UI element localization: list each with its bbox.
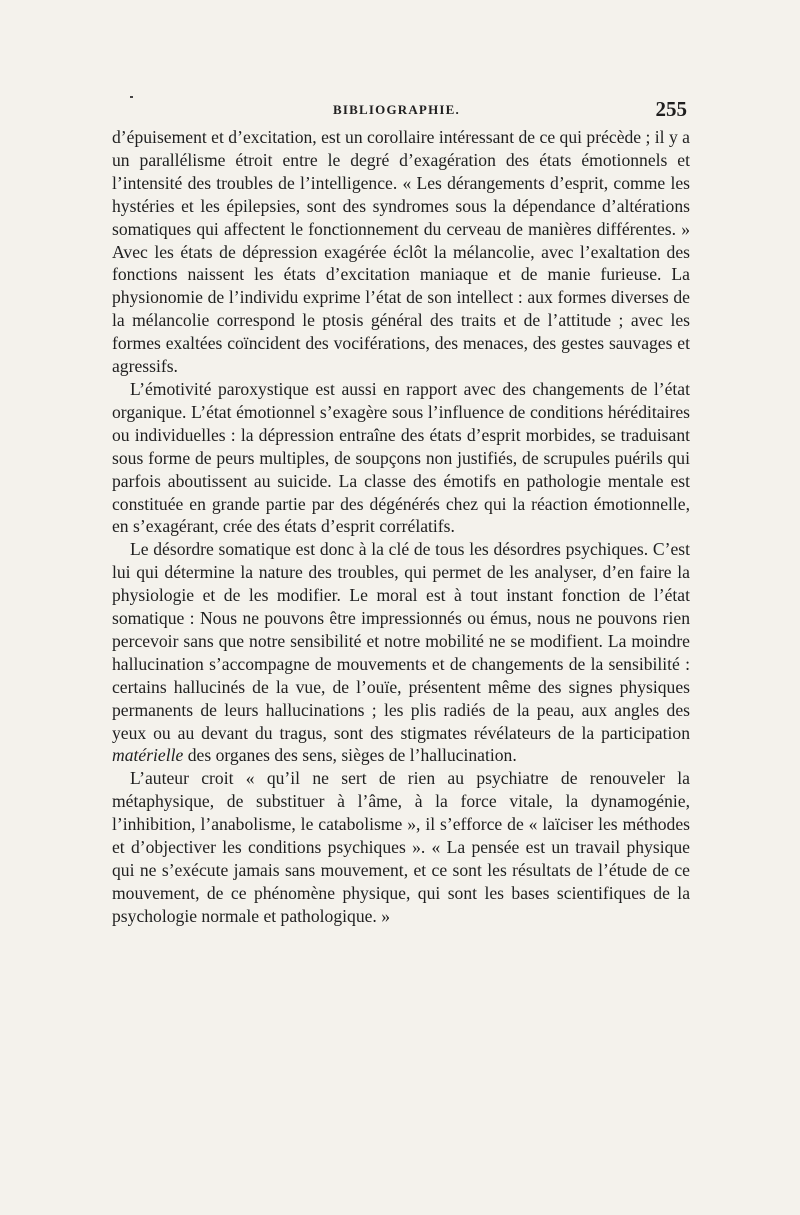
paragraph-3-text-b: des organes des sens, sièges de l’hallucination. — [183, 745, 517, 766]
running-head — [115, 98, 687, 126]
paragraph-2: L’émotivité paroxystique est aussi en rapport avec des changements de l’état organique. L’état émotionnel s’exagère sous l’influence de conditions héréditaires ou individuelles : la dépression entraîne des états d’esprit morbides, se traduisant sous forme de peurs multiples, de soupçons non justifiés, de scrupules puérils qui parfois aboutissent au suicide. La classe des émotifs en pathologie mentale est constituée en grande partie par des dégénérés chez qui la réaction émotionnelle, en s’exagérant, crée des états d’esprit corrélatifs. — [112, 378, 690, 537]
body-text — [112, 126, 690, 928]
running-title: BIBLIOGRAPHIE. — [333, 102, 460, 117]
paragraph-4: L’auteur croit « qu’il ne sert de rien au psychiatre de renouveler la métaphysique, de substituer à l’âme, à la force vitale, la dynamogénie, l’inhibition, l’anabolisme, le catabolisme », il s’efforce de « laïciser les méthodes et d’objectiver les conditions psychiques ». « La pensée est un travail physique qui ne s’exécute jamais sans mouvement, et ce sont les résultats de l’étude de ce mouvement, de ce phénomène physique, qui sont les bases scientifiques de la psychologie normale et pathologique. » — [112, 768, 690, 926]
paragraph-3-text-a: Le désordre somatique est donc à la clé de tous les désordres psychiques. C’est lui qui détermine la nature des troubles, qui permet de les analyser, d’en faire la physiologie et de les modifier. Le moral est à tout instant fonction de l’état somatique : Nous ne pouvons être impressionnés ou émus, nous ne pouvons rien percevoir sans que notre sensibilité et notre mobilité ne se modifient. La moindre hallucination s’accompagne de mouvements et de changements de la sensibilité : certains hallucinés de la vue, de l’ouïe, présentent même des signes physiques permanents de leurs hallucinations ; les plis radiés de la peau, aux angles des yeux ou au devant du tragus, sont des stigmates révélateurs de la participation — [112, 539, 690, 743]
paragraph-3 — [112, 538, 690, 767]
paragraph-3-italic-word: matérielle — [112, 745, 184, 766]
paragraph-1: d’épuisement et d’excitation, est un corollaire intéressant de ce qui précède ; il y a un parallélisme étroit entre le degré d’exagération des états émotionnels et l’intensité des troubles de l’intelligence. « Les dérangements d’esprit, comme les hystéries et les épilepsies, sont des syndromes sous la dépendance d’altérations somatiques qui affectent le fonctionnement du cerveau de manières différentes. » Avec les états de dépression exagérée éclôt la mélancolie, avec l’exaltation des fonctions naissent les états d’excitation maniaque et de manie furieuse. La physionomie de l’individu exprime l’état de son intellect : aux formes diverses de la mélancolie correspond le ptosis général des traits et de l’attitude ; avec les formes exaltées coïncident des vociférations, des menaces, des gestes sauvages et agressifs. — [112, 127, 690, 377]
page-number: 255 — [655, 97, 687, 121]
